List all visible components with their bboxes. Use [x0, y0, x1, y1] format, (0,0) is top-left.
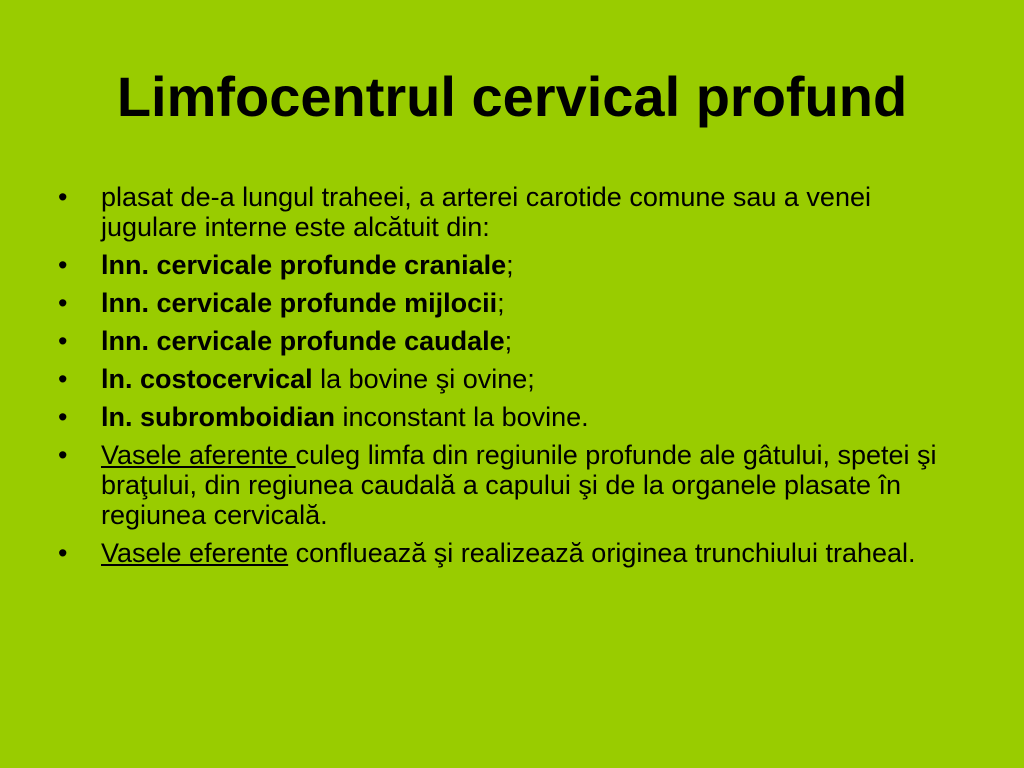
bullet-item-caudal-nodes: [58, 326, 970, 356]
bullet-text: ;: [504, 326, 513, 356]
bullet-item-location: [58, 182, 970, 242]
bullet-dot: •: [58, 288, 68, 318]
bullet-bold-term: lnn. cervicale profunde mijlocii: [101, 288, 498, 318]
bullet-text: culeg limfa din regiunile profunde ale gâtului, spetei şi braţului, din regiunea caudală a capului şi de la organele plasate în regiunea cervicală.: [101, 440, 937, 530]
bullet-dot: •: [58, 364, 68, 394]
bullet-item-efferent-vessels: [58, 538, 970, 568]
bullet-bold-term: lnn. cervicale profunde craniale: [101, 250, 507, 280]
bullet-underlined-term: Vasele aferente: [101, 440, 296, 470]
bullet-item-afferent-vessels: [58, 440, 970, 530]
bullet-text: la bovine şi ovine;: [312, 364, 535, 394]
bullet-text: confluează şi realizează originea trunchiului traheal.: [288, 538, 916, 568]
bullet-text: plasat de-a lungul traheei, a arterei carotide comune sau a venei jugulare interne este alcătuit din:: [101, 182, 871, 242]
bullet-item-cranial-nodes: [58, 250, 970, 280]
bullet-item-subromboidian: [58, 402, 970, 432]
bullet-list: [58, 182, 970, 576]
slide-title: Limfocentrul cervical profund: [116, 65, 908, 128]
bullet-underlined-term: Vasele eferente: [101, 538, 289, 568]
bullet-bold-term: ln. costocervical: [101, 364, 313, 394]
bullet-dot: •: [58, 402, 68, 432]
bullet-dot: •: [58, 440, 68, 470]
bullet-text: inconstant la bovine.: [335, 402, 589, 432]
bullet-item-middle-nodes: [58, 288, 970, 318]
bullet-text: ;: [497, 288, 505, 318]
bullet-bold-term: lnn. cervicale profunde caudale: [101, 326, 505, 356]
bullet-dot: •: [58, 326, 68, 356]
bullet-dot: •: [58, 538, 68, 568]
bullet-bold-term: ln. subromboidian: [101, 402, 335, 432]
bullet-item-costocervical: [58, 364, 970, 394]
bullet-dot: •: [58, 250, 68, 280]
bullet-text: ;: [506, 250, 514, 280]
bullet-dot: •: [58, 182, 68, 212]
